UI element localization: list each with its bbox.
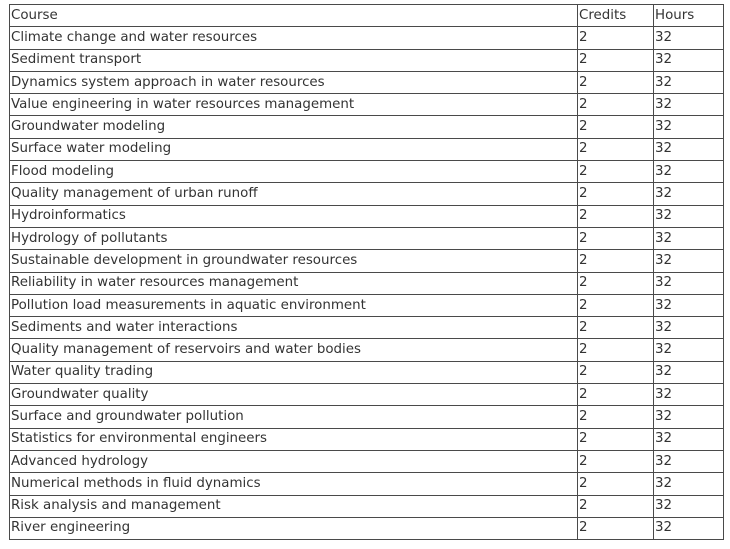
course-cell: Risk analysis and management [10,495,578,517]
course-cell: Sustainable development in groundwater resources [10,250,578,272]
table-row [10,384,724,406]
hours-cell: 32 [654,94,724,116]
hours-cell: 32 [654,384,724,406]
table-header-row [10,5,724,27]
course-cell: Flood modeling [10,161,578,183]
hours-cell: 32 [654,361,724,383]
credits-cell: 2 [578,428,654,450]
credits-cell: 2 [578,361,654,383]
table-row [10,250,724,272]
hours-cell: 32 [654,339,724,361]
column-header-course: Course [10,5,578,27]
course-cell: River engineering [10,517,578,539]
table-row [10,27,724,49]
hours-cell: 32 [654,294,724,316]
table-row [10,361,724,383]
table-row [10,428,724,450]
table-row [10,294,724,316]
hours-cell: 32 [654,183,724,205]
course-cell: Climate change and water resources [10,27,578,49]
hours-cell: 32 [654,227,724,249]
credits-cell: 2 [578,517,654,539]
table-row [10,272,724,294]
course-cell: Sediment transport [10,49,578,71]
course-cell: Groundwater quality [10,384,578,406]
credits-cell: 2 [578,27,654,49]
course-cell: Statistics for environmental engineers [10,428,578,450]
course-cell: Numerical methods in fluid dynamics [10,473,578,495]
table-row [10,317,724,339]
course-cell: Surface water modeling [10,138,578,160]
credits-cell: 2 [578,406,654,428]
credits-cell: 2 [578,138,654,160]
credits-cell: 2 [578,384,654,406]
course-cell: Water quality trading [10,361,578,383]
course-cell: Advanced hydrology [10,450,578,472]
hours-cell: 32 [654,473,724,495]
hours-cell: 32 [654,116,724,138]
table-row [10,183,724,205]
table-row [10,49,724,71]
credits-cell: 2 [578,272,654,294]
credits-cell: 2 [578,495,654,517]
course-cell: Pollution load measurements in aquatic environment [10,294,578,316]
hours-cell: 32 [654,49,724,71]
hours-cell: 32 [654,495,724,517]
hours-cell: 32 [654,71,724,93]
course-cell: Groundwater modeling [10,116,578,138]
credits-cell: 2 [578,94,654,116]
credits-cell: 2 [578,250,654,272]
table-row [10,138,724,160]
table-body [10,27,724,540]
hours-cell: 32 [654,27,724,49]
course-cell: Dynamics system approach in water resources [10,71,578,93]
course-cell: Quality management of reservoirs and water bodies [10,339,578,361]
credits-cell: 2 [578,294,654,316]
credits-cell: 2 [578,183,654,205]
credits-cell: 2 [578,227,654,249]
hours-cell: 32 [654,428,724,450]
course-cell: Hydrology of pollutants [10,227,578,249]
column-header-hours: Hours [654,5,724,27]
course-cell: Quality management of urban runoff [10,183,578,205]
table-row [10,517,724,539]
hours-cell: 32 [654,138,724,160]
credits-cell: 2 [578,450,654,472]
credits-cell: 2 [578,317,654,339]
credits-cell: 2 [578,116,654,138]
table-row [10,161,724,183]
credits-cell: 2 [578,339,654,361]
hours-cell: 32 [654,450,724,472]
hours-cell: 32 [654,250,724,272]
hours-cell: 32 [654,406,724,428]
course-cell: Reliability in water resources management [10,272,578,294]
hours-cell: 32 [654,161,724,183]
table-row [10,205,724,227]
credits-cell: 2 [578,49,654,71]
credits-cell: 2 [578,473,654,495]
credits-cell: 2 [578,161,654,183]
course-cell: Hydroinformatics [10,205,578,227]
hours-cell: 32 [654,272,724,294]
hours-cell: 32 [654,317,724,339]
course-table [9,4,724,540]
course-cell: Sediments and water interactions [10,317,578,339]
course-cell: Surface and groundwater pollution [10,406,578,428]
credits-cell: 2 [578,71,654,93]
credits-cell: 2 [578,205,654,227]
hours-cell: 32 [654,517,724,539]
table-row [10,339,724,361]
table-row [10,94,724,116]
course-cell: Value engineering in water resources management [10,94,578,116]
table-row [10,495,724,517]
table-row [10,450,724,472]
column-header-credits: Credits [578,5,654,27]
table-row [10,116,724,138]
table-row [10,406,724,428]
hours-cell: 32 [654,205,724,227]
table-row [10,227,724,249]
table-row [10,473,724,495]
table-row [10,71,724,93]
